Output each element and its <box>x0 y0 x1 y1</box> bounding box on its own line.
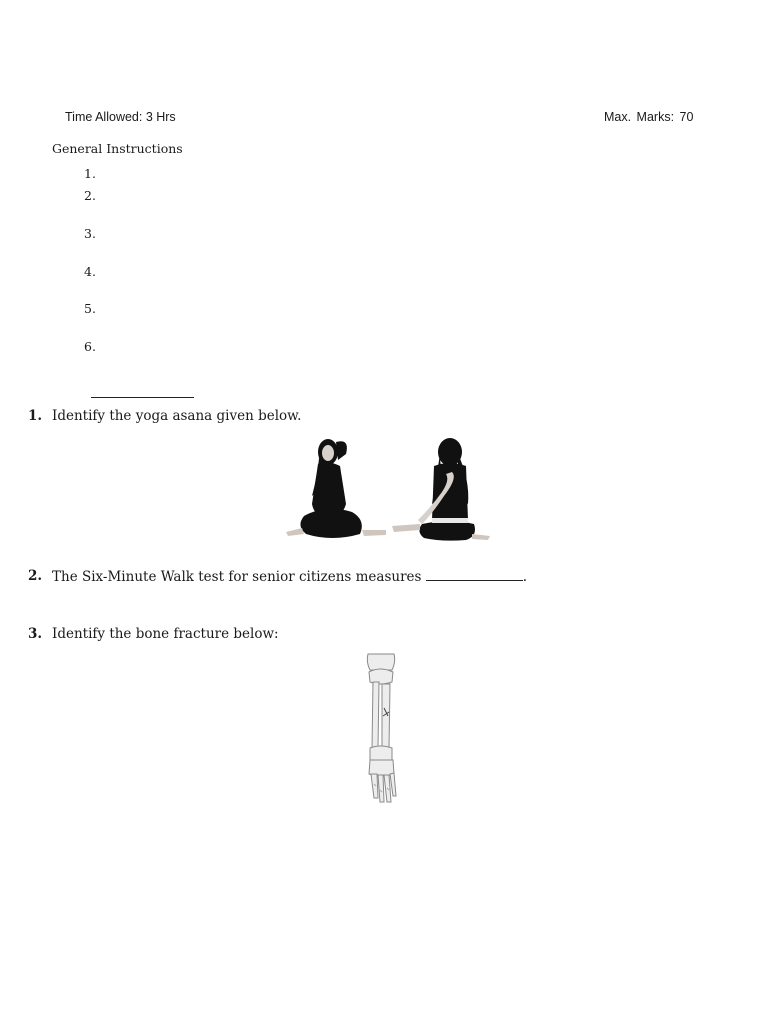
yoga-asana-image <box>282 434 494 544</box>
question-number: 2. <box>28 568 43 584</box>
instruction-number: 4. <box>84 264 96 279</box>
question-text-end: . <box>522 569 528 585</box>
max-marks: Max. Marks: 70 <box>604 110 694 124</box>
question-number: 1. <box>28 408 43 424</box>
instructions-title: General Instructions <box>52 141 183 156</box>
section-divider <box>91 397 194 398</box>
question-number: 3. <box>28 626 43 642</box>
bone-fracture-image <box>360 652 404 808</box>
instruction-number: 6. <box>84 339 96 354</box>
question-1 <box>28 408 301 424</box>
question-3 <box>28 626 279 642</box>
instruction-number: 2. <box>84 188 96 203</box>
question-text: Identify the yoga asana given below. <box>52 408 302 424</box>
question-text: Identify the bone fracture below: <box>52 626 279 642</box>
instruction-number: 1. <box>84 166 96 181</box>
instruction-number: 3. <box>84 226 96 241</box>
answer-blank <box>426 568 523 581</box>
question-2 <box>28 568 527 585</box>
question-text: The Six-Minute Walk test for senior citizens measures <box>52 569 426 585</box>
time-allowed: Time Allowed: 3 Hrs <box>65 110 176 124</box>
instruction-number: 5. <box>84 301 96 316</box>
